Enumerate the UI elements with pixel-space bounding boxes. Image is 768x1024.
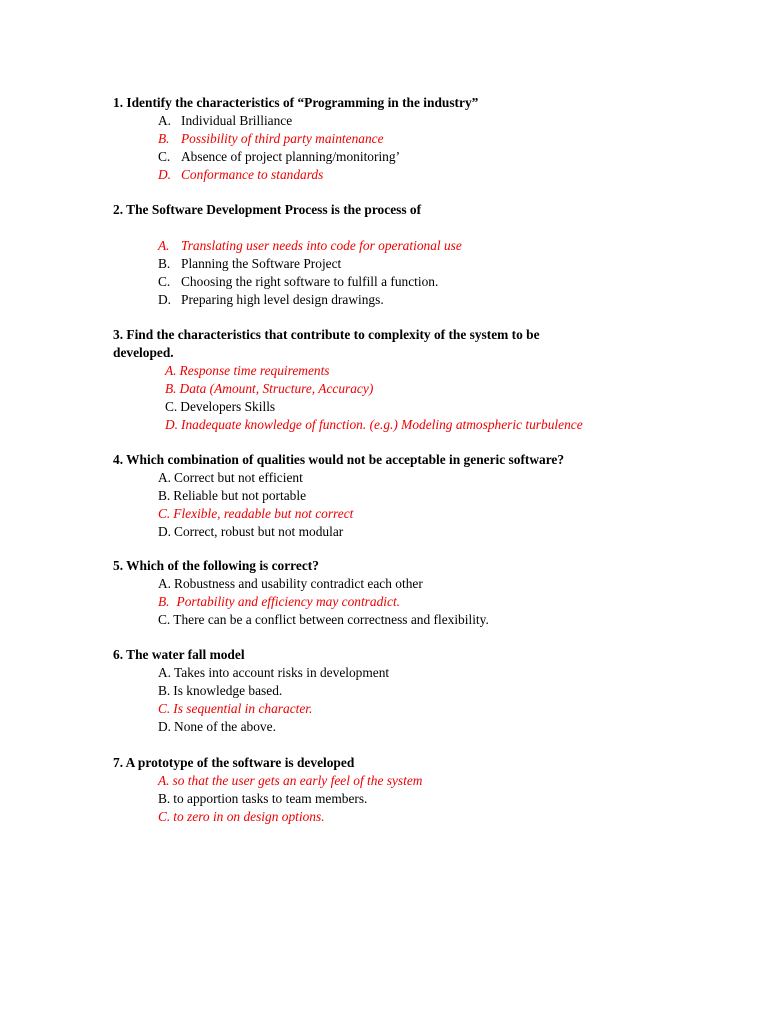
question-3	[113, 326, 603, 434]
question-title: 7. A prototype of the software is developed	[113, 755, 355, 770]
option-letter: A.	[158, 238, 170, 253]
option-letter: B.	[158, 488, 171, 503]
option-letter: A.	[158, 576, 172, 591]
option-text: Inadequate knowledge of function. (e.g.) Modeling atmospheric turbulence	[181, 417, 583, 432]
option-letter: C.	[158, 506, 171, 521]
option-list	[113, 772, 653, 826]
option-c-correct	[158, 700, 653, 718]
option-c-correct	[158, 505, 673, 523]
option-text: Choosing the right software to fulfill a function.	[181, 274, 439, 289]
option-text: Data (Amount, Structure, Accuracy)	[179, 381, 374, 396]
option-letter: B.	[158, 131, 170, 146]
option-a	[158, 469, 673, 487]
option-letter: B.	[158, 594, 170, 609]
option-b-correct	[158, 130, 653, 148]
option-text: Is sequential in character.	[173, 701, 313, 716]
option-letter: D.	[158, 167, 172, 182]
option-d	[158, 718, 653, 736]
option-letter: B.	[158, 256, 171, 271]
option-text: Preparing high level design drawings.	[181, 292, 384, 307]
option-d	[158, 291, 653, 309]
option-letter: A.	[158, 665, 172, 680]
option-list	[113, 664, 653, 736]
option-list	[113, 112, 653, 184]
option-list	[113, 575, 653, 629]
option-b	[158, 487, 673, 505]
option-text: Absence of project planning/monitoring’	[181, 149, 401, 164]
option-c	[165, 398, 603, 416]
option-list	[113, 469, 673, 541]
question-1	[113, 94, 653, 184]
option-letter: B.	[158, 683, 171, 698]
option-c-correct	[158, 808, 653, 826]
option-letter: B.	[158, 791, 171, 806]
question-title: 2. The Software Development Process is the process of	[113, 202, 422, 217]
option-letter: A.	[158, 470, 172, 485]
option-b-correct	[165, 380, 603, 398]
option-letter: A.	[158, 773, 170, 788]
option-c	[158, 148, 653, 166]
option-c	[158, 611, 653, 629]
option-letter: C.	[158, 612, 171, 627]
option-text: None of the above.	[174, 719, 276, 734]
question-6	[113, 646, 653, 736]
option-d	[158, 523, 673, 541]
option-letter: C.	[158, 809, 171, 824]
option-text: There can be a conflict between correctness and flexibility.	[173, 612, 489, 627]
option-letter: B.	[165, 381, 177, 396]
option-b	[158, 255, 653, 273]
option-text: Developers Skills	[180, 399, 276, 414]
option-text: to apportion tasks to team members.	[173, 791, 368, 806]
option-text: Translating user needs into code for operational use	[181, 238, 462, 253]
option-letter: D.	[158, 524, 172, 539]
option-letter: D.	[158, 719, 172, 734]
option-d-correct	[165, 416, 603, 434]
option-a-correct	[165, 362, 603, 380]
option-letter: D.	[165, 417, 179, 432]
option-text: Possibility of third party maintenance	[181, 131, 384, 146]
question-title: 4. Which combination of qualities would not be acceptable in generic software?	[113, 452, 565, 467]
option-letter: A.	[158, 113, 172, 128]
question-7	[113, 754, 653, 826]
option-text: Response time requirements	[179, 363, 330, 378]
option-b	[158, 790, 653, 808]
option-letter: D.	[158, 292, 172, 307]
option-letter: A.	[165, 363, 177, 378]
option-text: Flexible, readable but not correct	[173, 506, 354, 521]
option-text: Conformance to standards	[181, 167, 324, 182]
question-4	[113, 451, 673, 541]
option-text: Takes into account risks in development	[174, 665, 390, 680]
option-d-correct	[158, 166, 653, 184]
option-letter: C.	[165, 399, 178, 414]
option-a	[158, 112, 653, 130]
question-title: 6. The water fall model	[113, 647, 245, 662]
option-a	[158, 575, 653, 593]
option-a-correct	[158, 772, 653, 790]
question-2	[113, 201, 653, 309]
option-list	[113, 362, 603, 434]
option-text: Is knowledge based.	[173, 683, 283, 698]
option-a-correct	[158, 237, 653, 255]
option-text: Reliable but not portable	[173, 488, 307, 503]
option-letter: C.	[158, 149, 171, 164]
option-letter: C.	[158, 701, 171, 716]
option-text: so that the user gets an early feel of the system	[172, 773, 423, 788]
option-b	[158, 682, 653, 700]
option-text: Portability and efficiency may contradict.	[176, 594, 401, 609]
option-text: Individual Brilliance	[181, 113, 293, 128]
option-letter: C.	[158, 274, 171, 289]
question-5	[113, 557, 653, 629]
option-text: to zero in on design options.	[173, 809, 325, 824]
option-a	[158, 664, 653, 682]
option-text: Planning the Software Project	[181, 256, 342, 271]
question-title: 5. Which of the following is correct?	[113, 558, 319, 573]
option-text: Robustness and usability contradict each other	[174, 576, 423, 591]
option-text: Correct, robust but not modular	[174, 524, 344, 539]
question-title: 1. Identify the characteristics of “Programming in the industry”	[113, 95, 479, 110]
option-c	[158, 273, 653, 291]
option-list	[113, 237, 653, 309]
question-title: 3. Find the characteristics that contribute to complexity of the system to be developed.	[113, 327, 540, 360]
option-b-correct	[158, 593, 653, 611]
option-text: Correct but not efficient	[174, 470, 303, 485]
